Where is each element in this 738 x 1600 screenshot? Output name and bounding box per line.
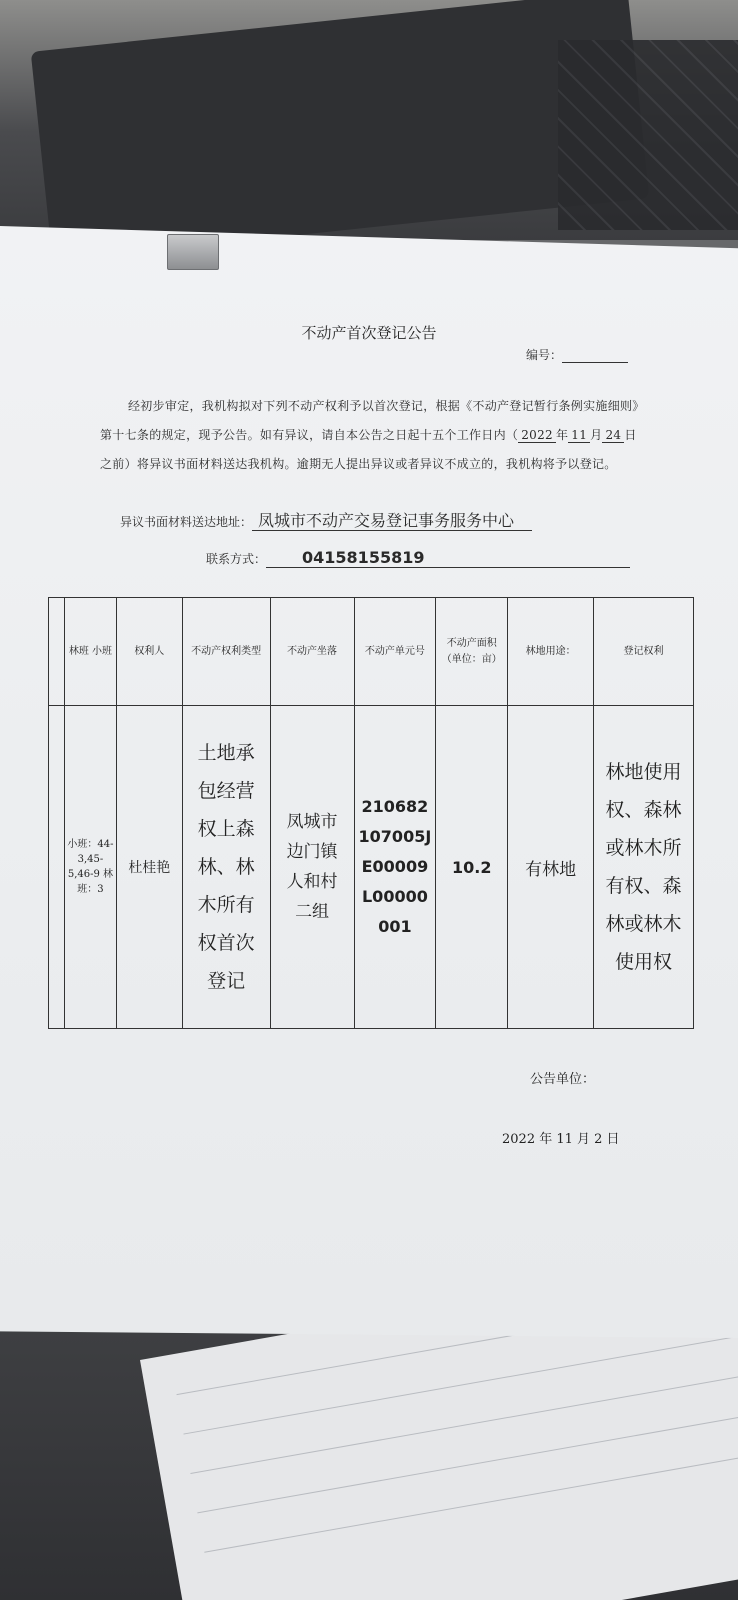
registration-table	[48, 597, 694, 1029]
paragraph-text-4: 日之前）将异议书面材料送达我机构。逾期无人提出异议或者异议不成立的，我机构将予以登记。	[100, 428, 637, 471]
header-area: 不动产面积（单位：亩）	[436, 598, 508, 706]
cell-unit-no: 210682107005JE00009L00000001	[354, 706, 436, 1029]
margin-cell	[49, 598, 65, 706]
serial-blank	[562, 351, 628, 363]
serial-number	[526, 346, 628, 363]
notice-paragraph	[100, 392, 648, 479]
address-label: 异议书面材料送达地址：	[120, 515, 253, 529]
margin-cell	[49, 706, 65, 1029]
address-row	[120, 508, 532, 531]
page-title: 不动产首次登记公告	[301, 324, 437, 342]
cell-owner: 杜桂艳	[116, 706, 182, 1029]
cell-plot: 小班：44-3,45-5,46-9 林班：3	[64, 706, 116, 1029]
cell-use: 有林地	[508, 706, 594, 1029]
header-rights: 登记权利	[594, 598, 694, 706]
deadline-month: 11	[568, 428, 590, 443]
contact-value: 04158155819	[266, 548, 630, 568]
notice-date: 2022 年 11 月 2 日	[502, 1132, 620, 1147]
table-row	[49, 706, 694, 1029]
cell-location: 凤城市边门镇人和村二组	[270, 706, 354, 1029]
deadline-day: 24	[602, 428, 624, 443]
paragraph-text-1: 经初步审定，我机构拟对下列不动产权利予以首次登记，根据《不动产登记暂行条例实施细则》第十七条的规定，现予公告。如有异议，请自本公告之日起十五个工作日内（	[100, 399, 645, 442]
paper-clip	[167, 234, 219, 270]
contact-row	[206, 548, 630, 568]
header-owner: 权利人	[116, 598, 182, 706]
cell-right-type: 土地承包经营权上森林、林木所有权首次登记	[182, 706, 270, 1029]
header-plot: 林班 小班	[64, 598, 116, 706]
paragraph-text-2: 年	[555, 428, 569, 442]
paragraph-text-3: 月	[590, 428, 603, 442]
header-location: 不动产坐落	[270, 598, 354, 706]
address-value: 凤城市不动产交易登记事务服务中心	[252, 511, 532, 531]
header-use: 林地用途：	[508, 598, 594, 706]
quilted-bag	[558, 40, 738, 230]
header-unit-no: 不动产单元号	[354, 598, 436, 706]
cell-rights: 林地使用权、森林或林木所有权、森林或林木使用权	[594, 706, 694, 1029]
contact-label: 联系方式：	[206, 552, 267, 566]
serial-label: 编号：	[526, 348, 563, 362]
table-header-row	[49, 598, 694, 706]
deadline-year: 2022	[518, 428, 556, 443]
notice-unit-label: 公告单位：	[530, 1072, 596, 1087]
cell-area: 10.2	[436, 706, 508, 1029]
header-right-type: 不动产权利类型	[182, 598, 270, 706]
